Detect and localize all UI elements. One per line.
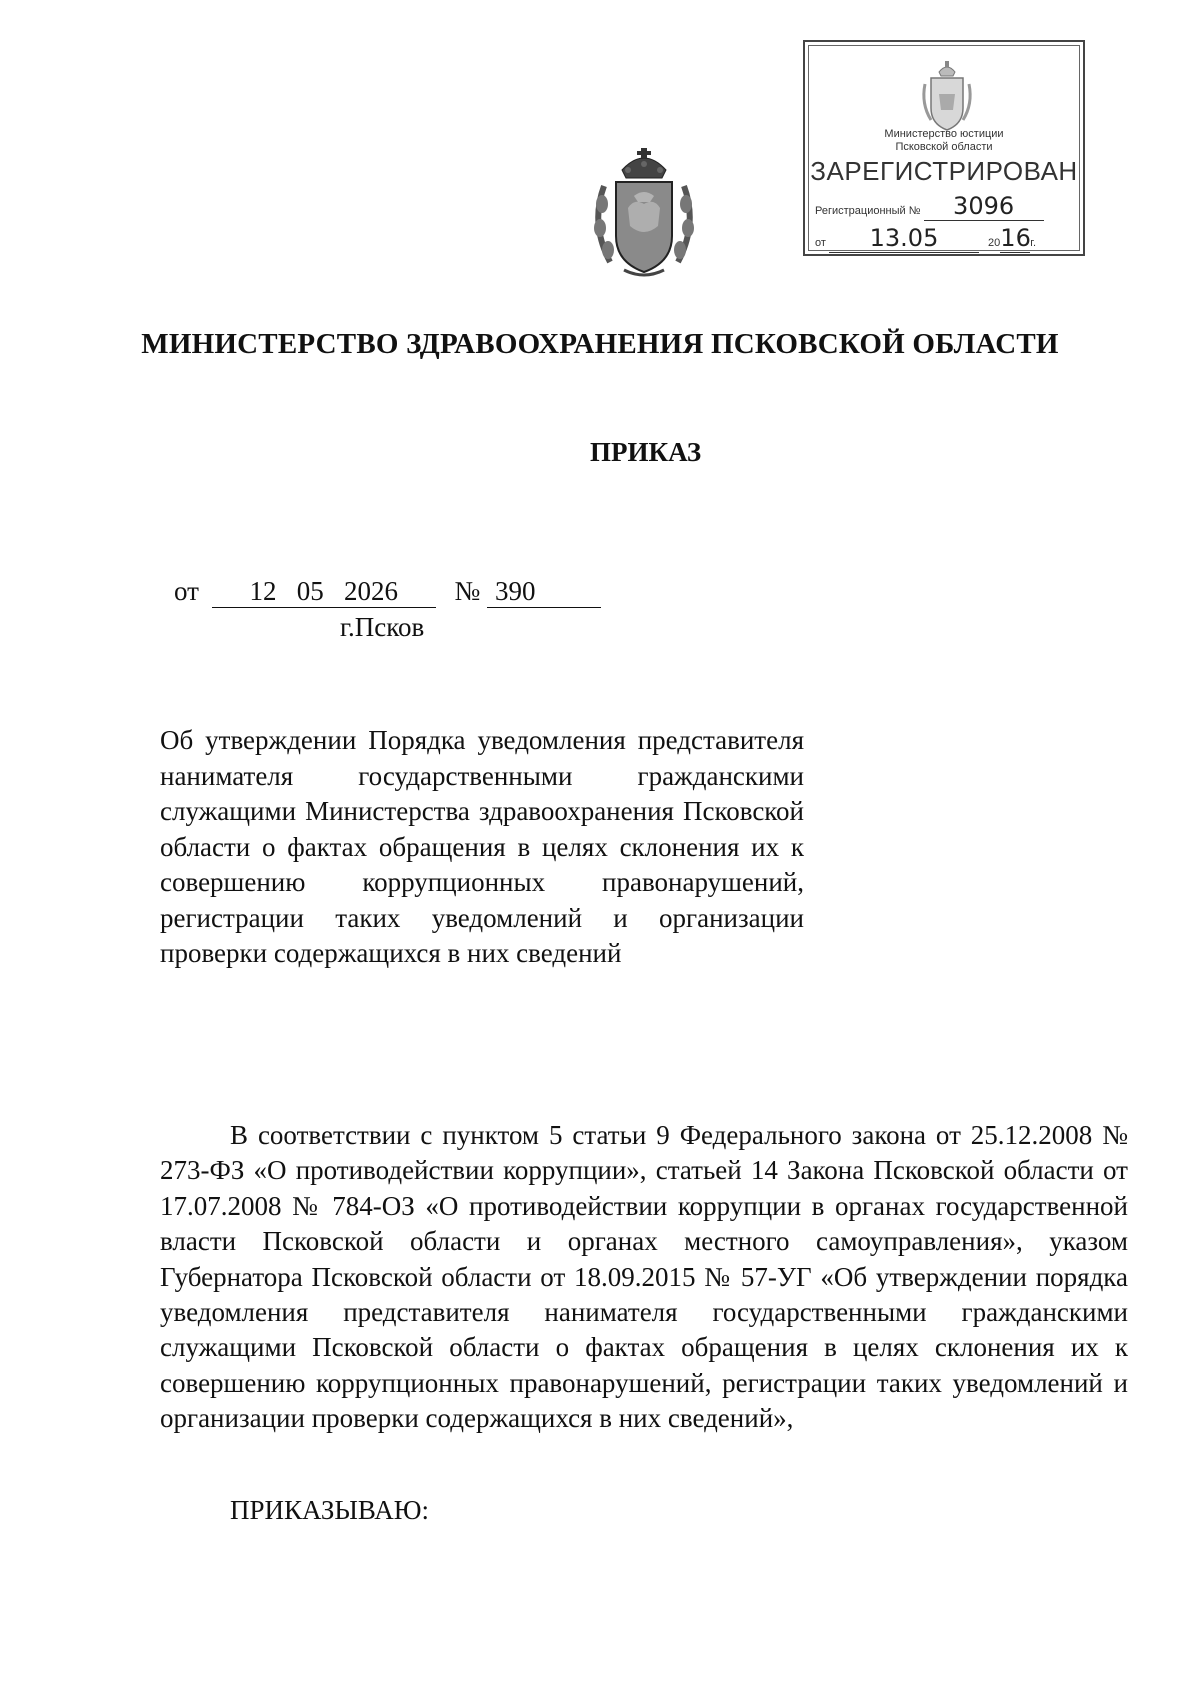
stamp-reg-label: Регистрационный № [815, 205, 921, 217]
stamp-year-prefix: 20 [988, 237, 1001, 249]
stamp-date-row [815, 224, 1036, 253]
document-type: ПРИКАЗ [590, 437, 702, 467]
stamp-year-unit: г. [1030, 237, 1037, 249]
order-year: 2026 [343, 576, 398, 606]
coat-of-arms-icon [588, 148, 700, 280]
stamp-ministry-line2: Псковской области [895, 141, 993, 153]
stamp-ministry-name [809, 128, 1079, 154]
order-date [212, 575, 436, 608]
stamp-year-suffix: 16 [1000, 224, 1031, 252]
stamp-coat-of-arms-icon [917, 60, 977, 134]
decree-word: ПРИКАЗЫВАЮ: [230, 1495, 429, 1525]
number-sign: № [454, 576, 481, 606]
order-date-line [174, 575, 601, 608]
stamp-date: 13.05 [829, 224, 979, 253]
order-preamble: В соответствии с пунктом 5 статьи 9 Федерального закона от 25.12.2008 № 273-ФЗ «О противодействии коррупции», статьей 14 Закона Псковской области от 17.07.2008 № 784-ОЗ «О противодействии коррупции в органах государственной власти Псковской области и органах местного самоуправления», указом Губернатора Псковской области от 18.09.2015 № 57-УГ «Об утверждении порядка уведомления представителя нанимателя государственными гражданскими служащими Псковской области о фактах обращения в целях склонения их к совершению коррупционных правонарушений, регистрации таких уведомлений и организации проверки содержащихся в них сведений», [160, 1120, 1128, 1434]
order-city: г.Псков [340, 612, 425, 642]
date-prefix: от [174, 576, 199, 606]
registration-stamp [803, 40, 1085, 256]
stamp-ministry-line1: Министерство юстиции [884, 128, 1004, 140]
stamp-date-prefix: от [815, 237, 826, 249]
stamp-inner-border [808, 45, 1080, 251]
stamp-reg-number: 3096 [924, 192, 1044, 221]
order-number: 390 [487, 575, 601, 608]
order-month: 05 [296, 576, 324, 606]
stamp-status: ЗАРЕГИСТРИРОВАН [810, 156, 1078, 186]
order-subject: Об утверждении Порядка уведомления представителя нанимателя государственными гражданскими служащими Министерства здравоохранения Псковской области о фактах обращения в целях склонения их к совершению коррупционных правонарушений, регистрации таких уведомлений и организации проверки содержащихся в них сведений [160, 725, 804, 968]
stamp-reg-row [815, 192, 1044, 221]
ministry-title: МИНИСТЕРСТВО ЗДРАВООХРАНЕНИЯ ПСКОВСКОЙ ОБЛАСТИ [141, 328, 1059, 360]
order-day: 12 [249, 576, 277, 606]
